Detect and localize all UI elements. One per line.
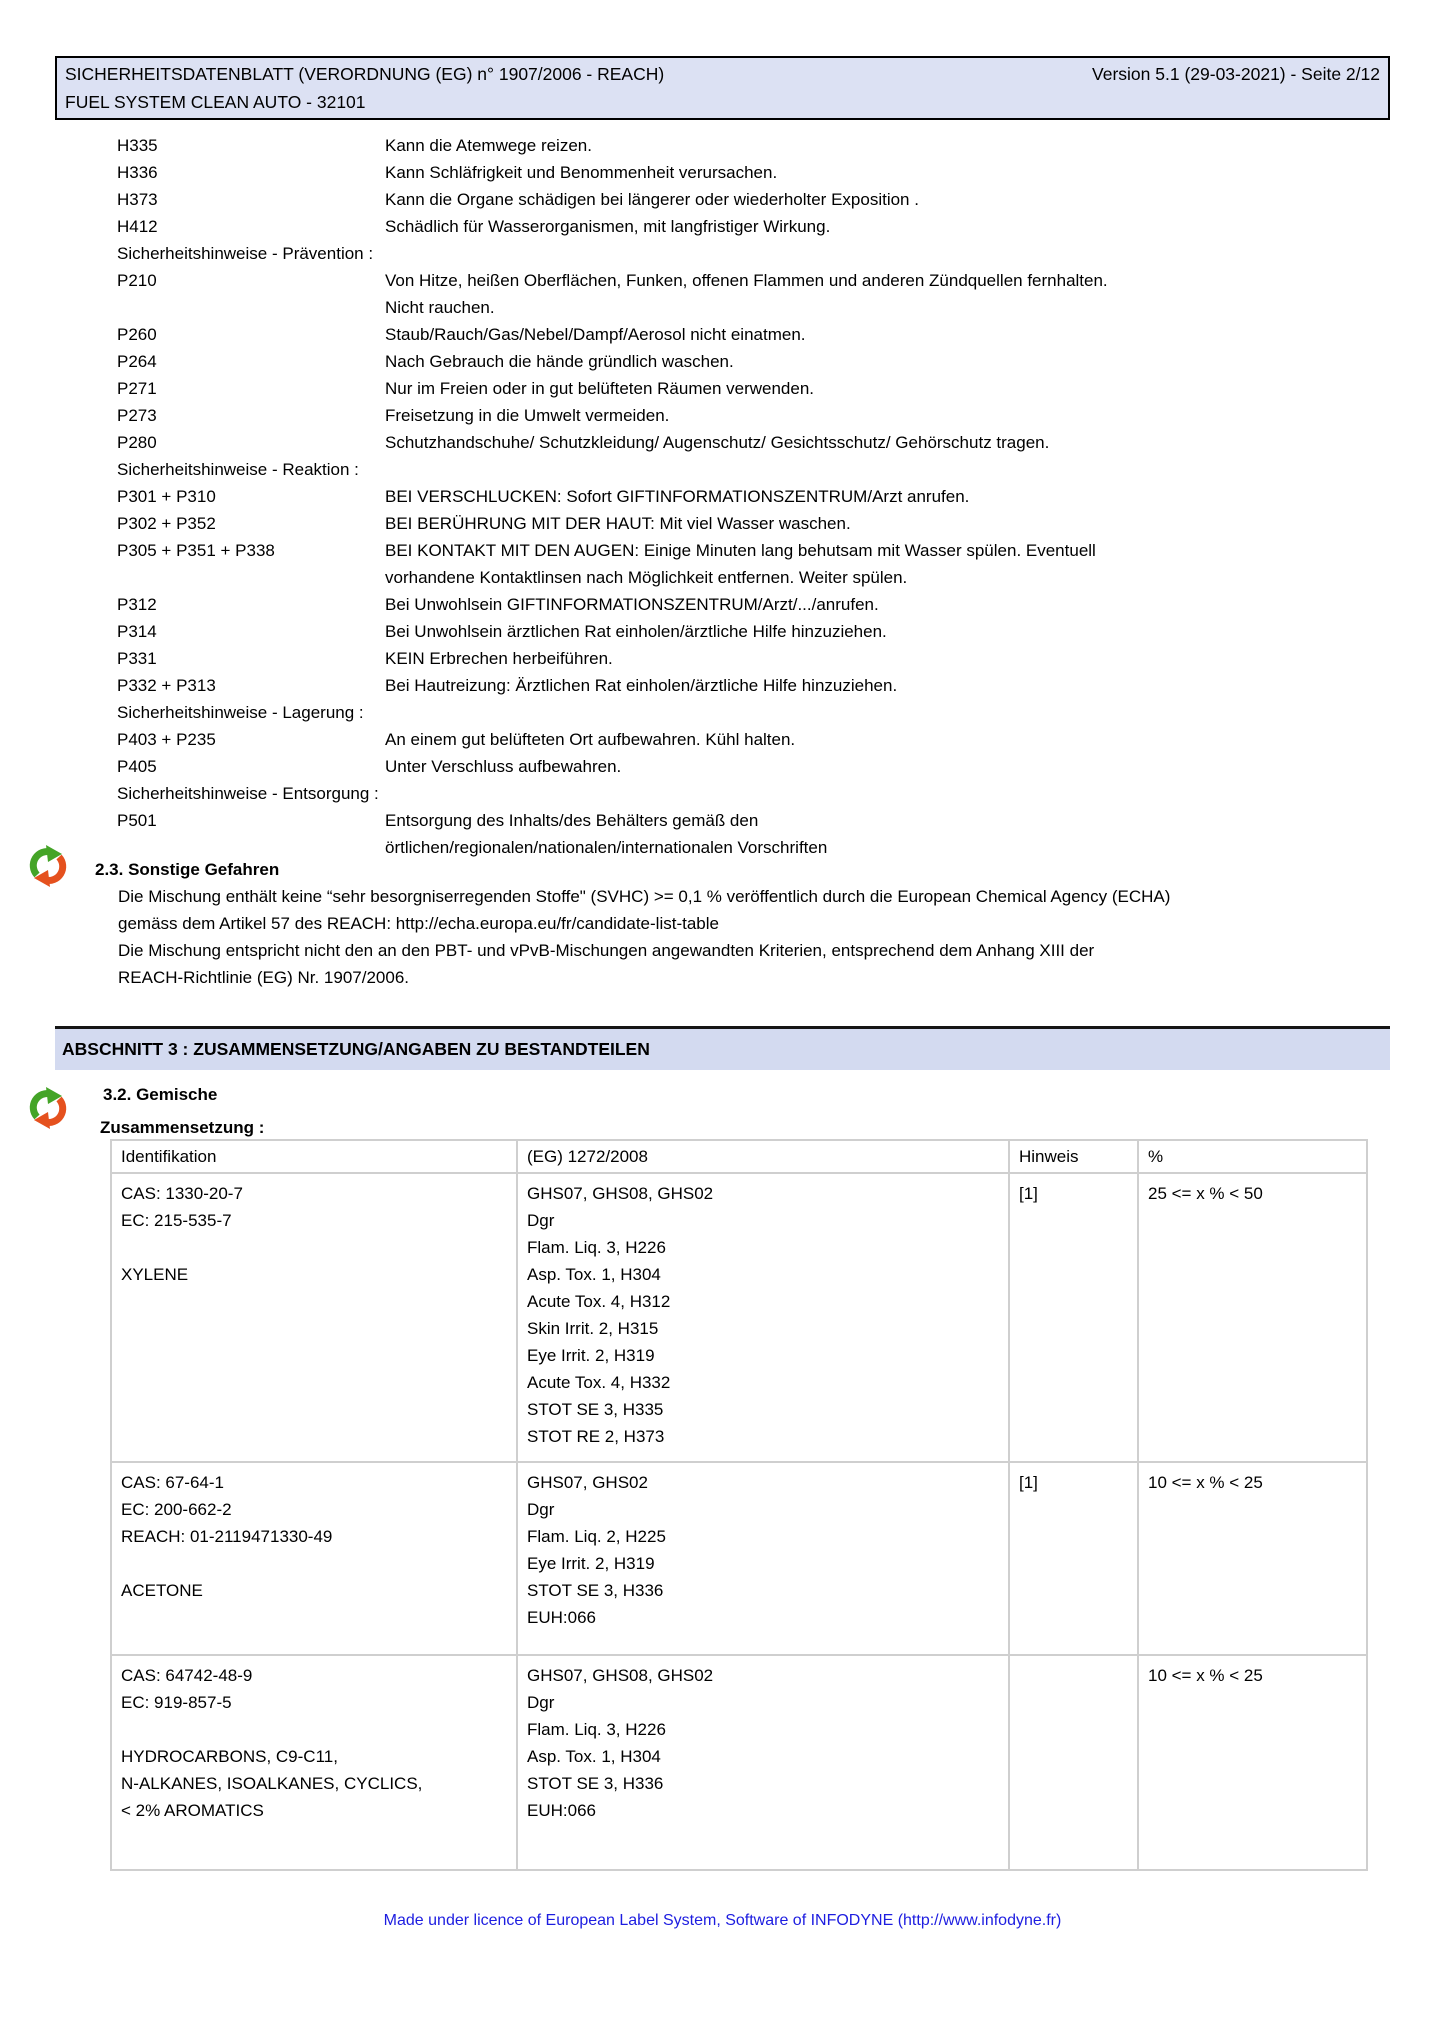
statement-text <box>385 375 1397 402</box>
column-header-eg-1272-2008: (EG) 1272/2008 <box>517 1140 1009 1173</box>
statement-text-line: Bei Unwohlsein GIFTINFORMATIONSZENTRUM/Arzt/.../anrufen. <box>385 595 879 614</box>
statement-text <box>385 132 1397 159</box>
statement-code: P332 + P313 <box>117 676 216 695</box>
statement-text <box>385 618 1397 645</box>
cell-line: Skin Irrit. 2, H315 <box>527 1319 659 1338</box>
statement-row <box>117 726 1397 753</box>
statement-text-line: vorhandene Kontaktlinsen nach Möglichkeit entfernen. Weiter spülen. <box>385 568 908 587</box>
column-header-hinweis: Hinweis <box>1009 1140 1138 1173</box>
statement-code: P301 + P310 <box>117 487 216 506</box>
statement-row <box>117 672 1397 699</box>
statement-group-heading: Sicherheitshinweise - Entsorgung : <box>117 784 379 803</box>
cell-line: CAS: 67-64-1 <box>121 1473 224 1492</box>
statement-code: P314 <box>117 622 157 641</box>
cell-line: XYLENE <box>121 1265 189 1284</box>
statement-row <box>117 591 1397 618</box>
statement-text-line: Kann die Atemwege reizen. <box>385 136 592 155</box>
cell-hinweis <box>1009 1462 1138 1655</box>
cell-identification <box>111 1173 517 1462</box>
cell-line: < 2% AROMATICS <box>121 1801 264 1820</box>
statement-text-line: Kann die Organe schädigen bei längerer oder wiederholter Exposition . <box>385 190 919 209</box>
cell-line: EC: 200-662-2 <box>121 1500 232 1519</box>
cell-identification <box>111 1462 517 1655</box>
cell-line: GHS07, GHS08, GHS02 <box>527 1184 714 1203</box>
section-3-title: ABSCHNITT 3 : ZUSAMMENSETZUNG/ANGABEN ZU BESTANDTEILEN <box>62 1039 650 1059</box>
document-title: SICHERHEITSDATENBLATT (VERORDNUNG (EG) n° 1907/2006 - REACH) <box>65 64 665 84</box>
product-name: FUEL SYSTEM CLEAN AUTO - 32101 <box>65 92 366 112</box>
footer-licence-link[interactable]: Made under licence of European Label System, Software of INFODYNE (http://www.infodyne.fr) <box>383 1912 1062 1929</box>
document-header <box>55 56 1390 120</box>
cell-line: Asp. Tox. 1, H304 <box>527 1265 661 1284</box>
statement-text <box>385 348 1397 375</box>
statement-text-line: Unter Verschluss aufbewahren. <box>385 757 622 776</box>
statement-code: H336 <box>117 163 158 182</box>
cell-line: Acute Tox. 4, H332 <box>527 1373 671 1392</box>
statement-text-line: Nur im Freien oder in gut belüfteten Räumen verwenden. <box>385 379 815 398</box>
cell-line <box>121 1234 507 1261</box>
cell-line: STOT SE 3, H336 <box>527 1774 664 1793</box>
composition-header-row <box>111 1140 1367 1173</box>
statement-text-line: Freisetzung in die Umwelt vermeiden. <box>385 406 670 425</box>
statement-code: P271 <box>117 379 157 398</box>
version-page-info: Version 5.1 (29-03-2021) - Seite 2/12 <box>1092 64 1380 84</box>
statement-row <box>117 537 1397 591</box>
cell-line: [1] <box>1019 1184 1038 1203</box>
cell-line <box>1019 1662 1128 1689</box>
statement-group-heading: Sicherheitshinweise - Prävention : <box>117 244 374 263</box>
statement-row <box>117 483 1397 510</box>
statement-text <box>385 807 1397 861</box>
composition-label: Zusammensetzung : <box>100 1118 265 1137</box>
statement-text <box>385 672 1397 699</box>
statement-text <box>385 402 1397 429</box>
cell-line: 25 <= x % < 50 <box>1148 1184 1263 1203</box>
cell-line: Dgr <box>527 1211 555 1230</box>
statement-text-line: Bei Hautreizung: Ärztlichen Rat einholen/ärztliche Hilfe hinzuziehen. <box>385 676 898 695</box>
cell-line: EC: 919-857-5 <box>121 1693 232 1712</box>
cell-line <box>121 1550 507 1577</box>
section-3-bar <box>55 1026 1390 1070</box>
cell-line <box>121 1716 507 1743</box>
statement-text <box>385 726 1397 753</box>
statement-group-heading: Sicherheitshinweise - Lagerung : <box>117 703 364 722</box>
statement-text-line: Kann Schläfrigkeit und Benommenheit verursachen. <box>385 163 778 182</box>
statement-text <box>385 483 1397 510</box>
column-header-identifikation: Identifikation <box>111 1140 517 1173</box>
composition-row <box>111 1655 1367 1870</box>
cell-line: CAS: 1330-20-7 <box>121 1184 243 1203</box>
composition-table <box>110 1139 1368 1871</box>
statement-row <box>117 348 1397 375</box>
statement-row <box>117 375 1397 402</box>
statement-text <box>385 510 1397 537</box>
cell-clp-classification <box>517 1173 1009 1462</box>
statement-text-line: Nach Gebrauch die hände gründlich waschen. <box>385 352 734 371</box>
statement-text <box>385 645 1397 672</box>
statement-row <box>117 429 1397 456</box>
statement-code: P405 <box>117 757 157 776</box>
statement-row <box>117 618 1397 645</box>
cell-line: GHS07, GHS08, GHS02 <box>527 1666 714 1685</box>
statement-text <box>385 753 1397 780</box>
statement-code: P273 <box>117 406 157 425</box>
statement-text-line: Staub/Rauch/Gas/Nebel/Dampf/Aerosol nicht einatmen. <box>385 325 806 344</box>
statements-list <box>117 132 1397 861</box>
statement-code: P302 + P352 <box>117 514 216 533</box>
statement-text-line: BEI VERSCHLUCKEN: Sofort GIFTINFORMATIONSZENTRUM/Arzt anrufen. <box>385 487 970 506</box>
cell-line: EC: 215-535-7 <box>121 1211 232 1230</box>
cell-line: Flam. Liq. 3, H226 <box>527 1720 666 1739</box>
cell-percent <box>1138 1462 1367 1655</box>
statement-text-line: Entsorgung des Inhalts/des Behälters gemäß den <box>385 811 759 830</box>
cell-line: STOT RE 2, H373 <box>527 1427 665 1446</box>
statement-row <box>117 321 1397 348</box>
statement-text-line: Bei Unwohlsein ärztlichen Rat einholen/ärztliche Hilfe hinzuziehen. <box>385 622 887 641</box>
statement-text-line: An einem gut belüfteten Ort aufbewahren. Kühl halten. <box>385 730 796 749</box>
cell-line: Flam. Liq. 2, H225 <box>527 1527 666 1546</box>
cell-identification <box>111 1655 517 1870</box>
statement-text <box>385 213 1397 240</box>
cell-line: GHS07, GHS02 <box>527 1473 648 1492</box>
header-line-2 <box>65 88 1380 116</box>
statement-text <box>385 321 1397 348</box>
refresh-icon <box>26 1086 70 1130</box>
cell-line: 10 <= x % < 25 <box>1148 1473 1263 1492</box>
statement-row <box>117 213 1397 240</box>
statement-row <box>117 186 1397 213</box>
statement-code: P264 <box>117 352 157 371</box>
cell-clp-classification <box>517 1655 1009 1870</box>
statement-text-line: Nicht rauchen. <box>385 298 495 317</box>
section-2-3-paragraph <box>118 883 1388 991</box>
statement-text <box>385 429 1397 456</box>
statement-code: P312 <box>117 595 157 614</box>
paragraph-line: Die Mischung entspricht nicht den an den PBT- und vPvB-Mischungen angewandten Kriterien, entsprechend dem Anhang XIII der <box>118 941 1095 960</box>
statement-row <box>117 402 1397 429</box>
statement-text <box>385 591 1397 618</box>
composition-row <box>111 1462 1367 1655</box>
statement-row <box>117 807 1397 861</box>
statement-text-line: Von Hitze, heißen Oberflächen, Funken, offenen Flammen und anderen Zündquellen fernhalten. <box>385 271 1108 290</box>
cell-line: N-ALKANES, ISOALKANES, CYCLICS, <box>121 1774 423 1793</box>
cell-line: [1] <box>1019 1473 1038 1492</box>
subsection-3-2-heading: 3.2. Gemische <box>103 1085 218 1104</box>
statement-code: P280 <box>117 433 157 452</box>
cell-line: Acute Tox. 4, H312 <box>527 1292 671 1311</box>
cell-line: 10 <= x % < 25 <box>1148 1666 1263 1685</box>
statement-row <box>117 159 1397 186</box>
statement-code: H412 <box>117 217 158 236</box>
cell-line: Eye Irrit. 2, H319 <box>527 1554 655 1573</box>
statement-text <box>385 267 1397 321</box>
statement-text <box>385 186 1397 213</box>
cell-line: STOT SE 3, H336 <box>527 1581 664 1600</box>
cell-line: STOT SE 3, H335 <box>527 1400 664 1419</box>
statement-row <box>117 753 1397 780</box>
cell-percent <box>1138 1173 1367 1462</box>
statement-text <box>385 159 1397 186</box>
statement-code: P403 + P235 <box>117 730 216 749</box>
statement-text <box>385 537 1397 591</box>
cell-line: EUH:066 <box>527 1608 596 1627</box>
statement-group-heading: Sicherheitshinweise - Reaktion : <box>117 460 359 479</box>
page-footer <box>0 1908 1445 1933</box>
statement-text-line: Schädlich für Wasserorganismen, mit langfristiger Wirkung. <box>385 217 831 236</box>
paragraph-line: Die Mischung enthält keine “sehr besorgniserregenden Stoffe" (SVHC) >= 0,1 % veröffentlich durch die European Chemical Agency (ECHA) <box>118 887 1171 906</box>
statement-text-line: BEI BERÜHRUNG MIT DER HAUT: Mit viel Wasser waschen. <box>385 514 851 533</box>
cell-line: Dgr <box>527 1500 555 1519</box>
cell-clp-classification <box>517 1462 1009 1655</box>
statement-code: P260 <box>117 325 157 344</box>
statement-code: P305 + P351 + P338 <box>117 541 275 560</box>
composition-row <box>111 1173 1367 1462</box>
cell-line: ACETONE <box>121 1581 203 1600</box>
statement-row <box>117 645 1397 672</box>
statement-text-line: örtlichen/regionalen/nationalen/internationalen Vorschriften <box>385 838 828 857</box>
cell-line: Asp. Tox. 1, H304 <box>527 1747 661 1766</box>
statement-code: P210 <box>117 271 157 290</box>
paragraph-line: REACH-Richtlinie (EG) Nr. 1907/2006. <box>118 968 410 987</box>
statement-text-line: Schutzhandschuhe/ Schutzkleidung/ Augenschutz/ Gesichtsschutz/ Gehörschutz tragen. <box>385 433 1050 452</box>
statement-text-line: BEI KONTAKT MIT DEN AUGEN: Einige Minuten lang behutsam mit Wasser spülen. Eventuell <box>385 541 1096 560</box>
statement-row <box>117 267 1397 321</box>
statement-code: P501 <box>117 811 157 830</box>
column-header-percent: % <box>1138 1140 1367 1173</box>
cell-line: Dgr <box>527 1693 555 1712</box>
composition-table-body <box>111 1173 1367 1870</box>
cell-line: EUH:066 <box>527 1801 596 1820</box>
cell-line: REACH: 01-2119471330-49 <box>121 1527 333 1546</box>
cell-line: HYDROCARBONS, C9-C11, <box>121 1747 338 1766</box>
cell-hinweis <box>1009 1173 1138 1462</box>
statement-code: H373 <box>117 190 158 209</box>
statement-code: H335 <box>117 136 158 155</box>
section-2-3-heading: 2.3. Sonstige Gefahren <box>95 860 280 879</box>
cell-line: Eye Irrit. 2, H319 <box>527 1346 655 1365</box>
statement-row <box>117 510 1397 537</box>
refresh-icon <box>26 844 70 888</box>
cell-line: Flam. Liq. 3, H226 <box>527 1238 666 1257</box>
statement-code: P331 <box>117 649 157 668</box>
cell-hinweis <box>1009 1655 1138 1870</box>
statement-row <box>117 132 1397 159</box>
statement-text-line: KEIN Erbrechen herbeiführen. <box>385 649 613 668</box>
cell-line: CAS: 64742-48-9 <box>121 1666 253 1685</box>
paragraph-line: gemäss dem Artikel 57 des REACH: http://echa.europa.eu/fr/candidate-list-table <box>118 914 719 933</box>
header-line-1 <box>65 60 1380 88</box>
cell-percent <box>1138 1655 1367 1870</box>
